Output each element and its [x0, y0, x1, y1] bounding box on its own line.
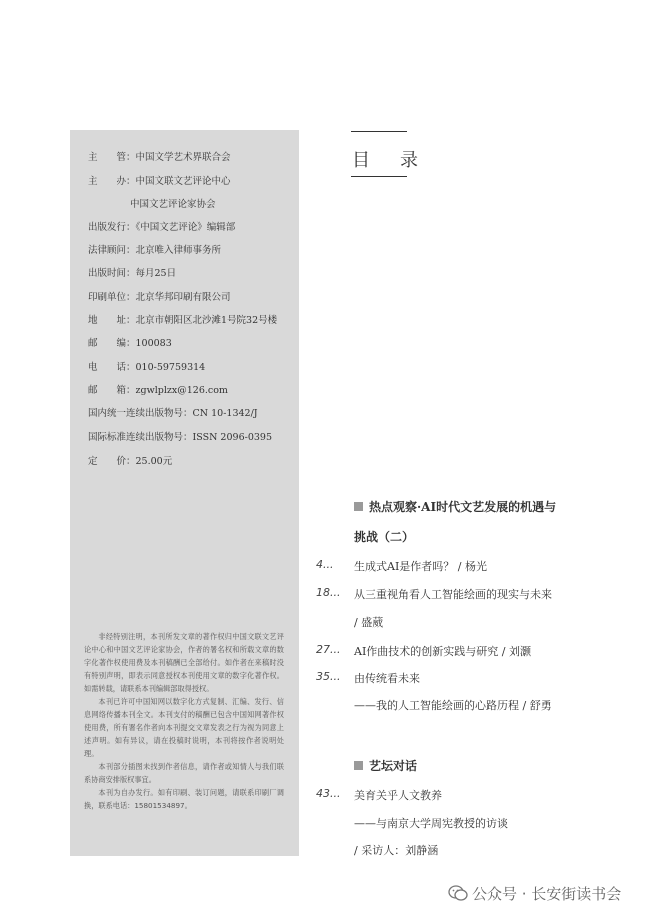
toc-entry-subtitle: ——我的人工智能绘画的心路历程 / 舒勇 [354, 699, 552, 712]
info-sponsor: 主 办：中国文联文艺评论中心 [88, 176, 231, 187]
info-cn: 国内统一连续出版物号：CN 10-1342/J [88, 408, 258, 419]
toc-bottom-rule [351, 176, 407, 177]
toc-page-number: 35... [316, 670, 341, 683]
notice-paragraph: 本刊为自办发行。如有印刷、装订问题，请联系印刷厂调换，联系电话：15801534897。 [84, 788, 284, 810]
toc-entry-subtitle: ——与南京大学周宪教授的访谈 [354, 817, 508, 830]
info-email: 邮 箱：zgwlplzx@126.com [88, 385, 228, 396]
toc-top-rule [351, 131, 407, 132]
info-postcode: 邮 编：100083 [88, 338, 172, 349]
wechat-icon [448, 885, 468, 905]
toc-title: 目 录 [352, 150, 424, 171]
info-issn: 国际标准连续出版物号：ISSN 2096-0395 [88, 432, 272, 443]
toc-entry-title[interactable]: 由传统看未来 [354, 672, 420, 685]
toc-entry-title[interactable]: AI作曲技术的创新实践与研究 / 刘灏 [354, 645, 531, 658]
copyright-notice [84, 630, 284, 812]
info-price: 定 价：25.00元 [88, 456, 173, 467]
section-heading-dialogue: 艺坛对话 [354, 757, 417, 774]
toc-page-number: 43... [316, 787, 341, 800]
notice-paragraph: 本刊部分插图未找到作者信息，请作者或知情人与我们联系协商安排版权事宜。 [84, 762, 284, 784]
square-bullet-icon [354, 502, 363, 511]
toc-page-number: 4... [316, 558, 334, 571]
toc-entry-title[interactable]: 生成式AI是作者吗？ / 杨光 [354, 560, 487, 573]
info-legal: 法律顾问：北京唯入律师事务所 [88, 245, 222, 256]
notice-paragraph: 非经特别注明，本刊所发文章的著作权归中国文联文艺评论中心和中国文艺评论家协会，作者的署名权和所载文章的数字化著作权使用费及本刊稿酬已全部给付。如作者在来稿时没有特别声明，即表示同意授权本刊使用文章的数字化著作权。如需转载，请联系本刊编辑部取得授权。 [84, 632, 284, 693]
toc-page-number: 27... [316, 643, 341, 656]
info-sponsor-2: 中国文艺评论家协会 [130, 199, 216, 210]
publication-info-panel [70, 130, 299, 856]
toc-entry-author: / 盛葳 [354, 616, 384, 629]
notice-paragraph: 本刊已许可中国知网以数字化方式复制、汇编、发行、信息网络传播本刊全文。本刊支付的稿酬已包含中国知网著作权使用费，所有署名作者向本刊提交文章发表之行为视为同意上述声明。如有异议，请在投稿时说明，本刊将按作者说明处理。 [84, 697, 284, 758]
info-address: 地 址：北京市朝阳区北沙滩1号院32号楼 [88, 315, 278, 326]
info-pubdate: 出版时间：每月25日 [88, 268, 177, 279]
square-bullet-icon [354, 761, 363, 770]
account-watermark: 公众号 · 长安街读书会 [448, 883, 621, 905]
toc-entry-author: / 采访人：刘静涵 [354, 844, 439, 857]
info-publisher: 出版发行：《中国文艺评论》编辑部 [88, 222, 236, 233]
toc-entry-title[interactable]: 美育关乎人文教养 [354, 789, 442, 802]
toc-entry-title[interactable]: 从三重视角看人工智能绘画的现实与未来 [354, 588, 552, 601]
section-heading-hot-line2: 挑战（二） [354, 530, 415, 544]
section-heading-hot: 热点观察·AI时代文艺发展的机遇与 [354, 498, 556, 515]
info-phone: 电 话：010-59759314 [88, 362, 206, 373]
info-printer: 印刷单位：北京华邦印刷有限公司 [88, 292, 231, 303]
toc-page-number: 18... [316, 586, 341, 599]
info-supervisor: 主 管：中国文学艺术界联合会 [88, 152, 231, 163]
